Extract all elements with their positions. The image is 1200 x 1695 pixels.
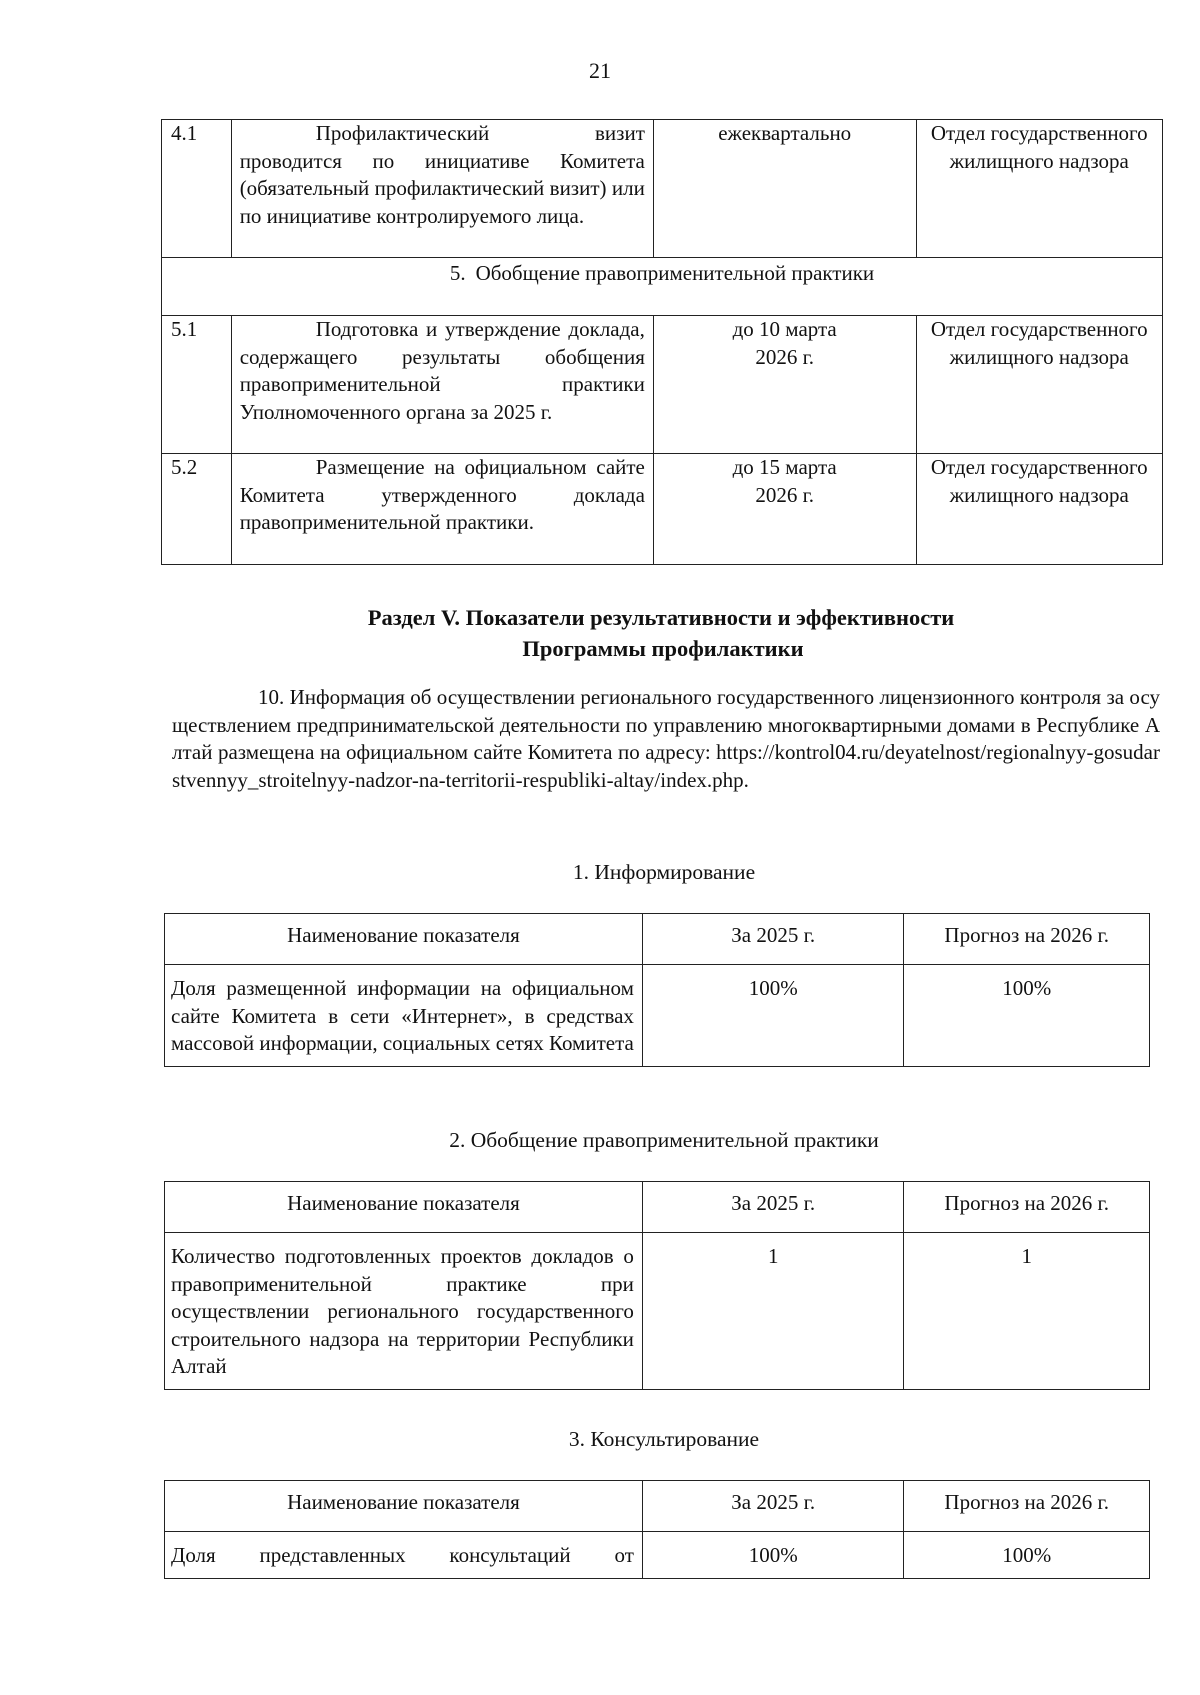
row-number: 4.1 [162,120,232,258]
term-cell [653,454,916,565]
table-row [162,316,1163,454]
heading-line: Раздел V. Показатели результативности и эффективности [367,605,955,630]
column-header: За 2025 г. [642,1481,904,1532]
plan-table [161,119,1163,565]
section-heading [0,602,1200,664]
indicator-name: Количество подготовленных проектов докладов о правоприменительной практике при осуществлении регионального государственного строительного надзора на территории Республики Алтай [165,1233,643,1390]
table-row [165,1233,1150,1390]
column-header: Наименование показателя [165,1182,643,1233]
indicator-table [164,1181,1150,1390]
action-cell [231,316,653,454]
table-header-row [165,1182,1150,1233]
term-cell [653,316,916,454]
table-row [165,965,1150,1067]
term-cell: ежеквартально [653,120,916,258]
row-number: 5.1 [162,316,232,454]
table-row [162,454,1163,565]
column-header: Наименование показателя [165,1481,643,1532]
forecast-2026: 100% [904,1532,1150,1579]
indicator-name: Доля представленных консультаций от [165,1532,643,1579]
action-text: Подготовка и утверждение доклада, содержащего результаты обобщения правоприменительной практики Уполномоченного органа за 2025 г. [239,317,645,424]
forecast-2026: 1 [904,1233,1150,1390]
indicator-table [164,913,1150,1067]
section-heading-cell [162,258,1163,316]
indicator-name: Доля размещенной информации на официальном сайте Комитета в сети «Интернет», в средствах массовой информации, социальных сетях Комитета [165,965,643,1067]
page-number: 21 [589,58,611,83]
table-header-row [165,914,1150,965]
table-row [162,120,1163,258]
section-row [162,258,1163,316]
heading-line: Программы профилактики [522,636,804,661]
value-2025: 100% [642,965,904,1067]
table-header-row [165,1481,1150,1532]
term-line: 2026 г. [755,482,815,507]
term-line: 2026 г. [755,344,815,369]
row-number: 5.2 [162,454,232,565]
column-header: Прогноз на 2026 г. [904,1481,1150,1532]
section-title: Обобщение правоприменительной практики [475,261,875,285]
column-header: Прогноз на 2026 г. [904,914,1150,965]
responsible-cell: Отдел государственного жилищного надзора [916,120,1163,258]
forecast-2026: 100% [904,965,1150,1067]
paragraph-10 [172,684,1160,794]
action-text: Профилактический визит проводится по инициативе Комитета (обязательный профилактический визит) или по инициативе контролируемого лица. [239,121,645,228]
column-header: Прогноз на 2026 г. [904,1182,1150,1233]
column-header: Наименование показателя [165,914,643,965]
paragraph-text: 10. Информация об осуществлении регионального государственного лицензионного контроля за осуществлением предпринимательской деятельности по управлению многоквартирными домами в Республике Алтай размещена на официальном сайте Комитета по адресу: https://kontrol04.ru/deyatelnost/regionalnyy-gosudarstvennyy_stroitelnyy-nadzor-na-territorii-respubliki-altay/index.php. [172,685,1160,792]
action-cell [231,120,653,258]
value-2025: 100% [642,1532,904,1579]
indicator-table [164,1480,1150,1579]
action-cell [231,454,653,565]
column-header: За 2025 г. [642,1182,904,1233]
column-header: За 2025 г. [642,914,904,965]
responsible-cell: Отдел государственного жилищного надзора [916,316,1163,454]
action-text: Размещение на официальном сайте Комитета утвержденного доклада правоприменительной практики. [239,455,645,534]
subsection-title: 1. Информирование [572,860,756,884]
responsible-cell: Отдел государственного жилищного надзора [916,454,1163,565]
term-line: до 10 марта [732,317,837,341]
value-2025: 1 [642,1233,904,1390]
section-number: 5. [449,261,466,285]
table-row [165,1532,1150,1579]
subsection-title: 3. Консультирование [568,1427,760,1451]
term-line: до 15 марта [732,455,837,479]
subsection-title: 2. Обобщение правоприменительной практики [449,1128,879,1152]
